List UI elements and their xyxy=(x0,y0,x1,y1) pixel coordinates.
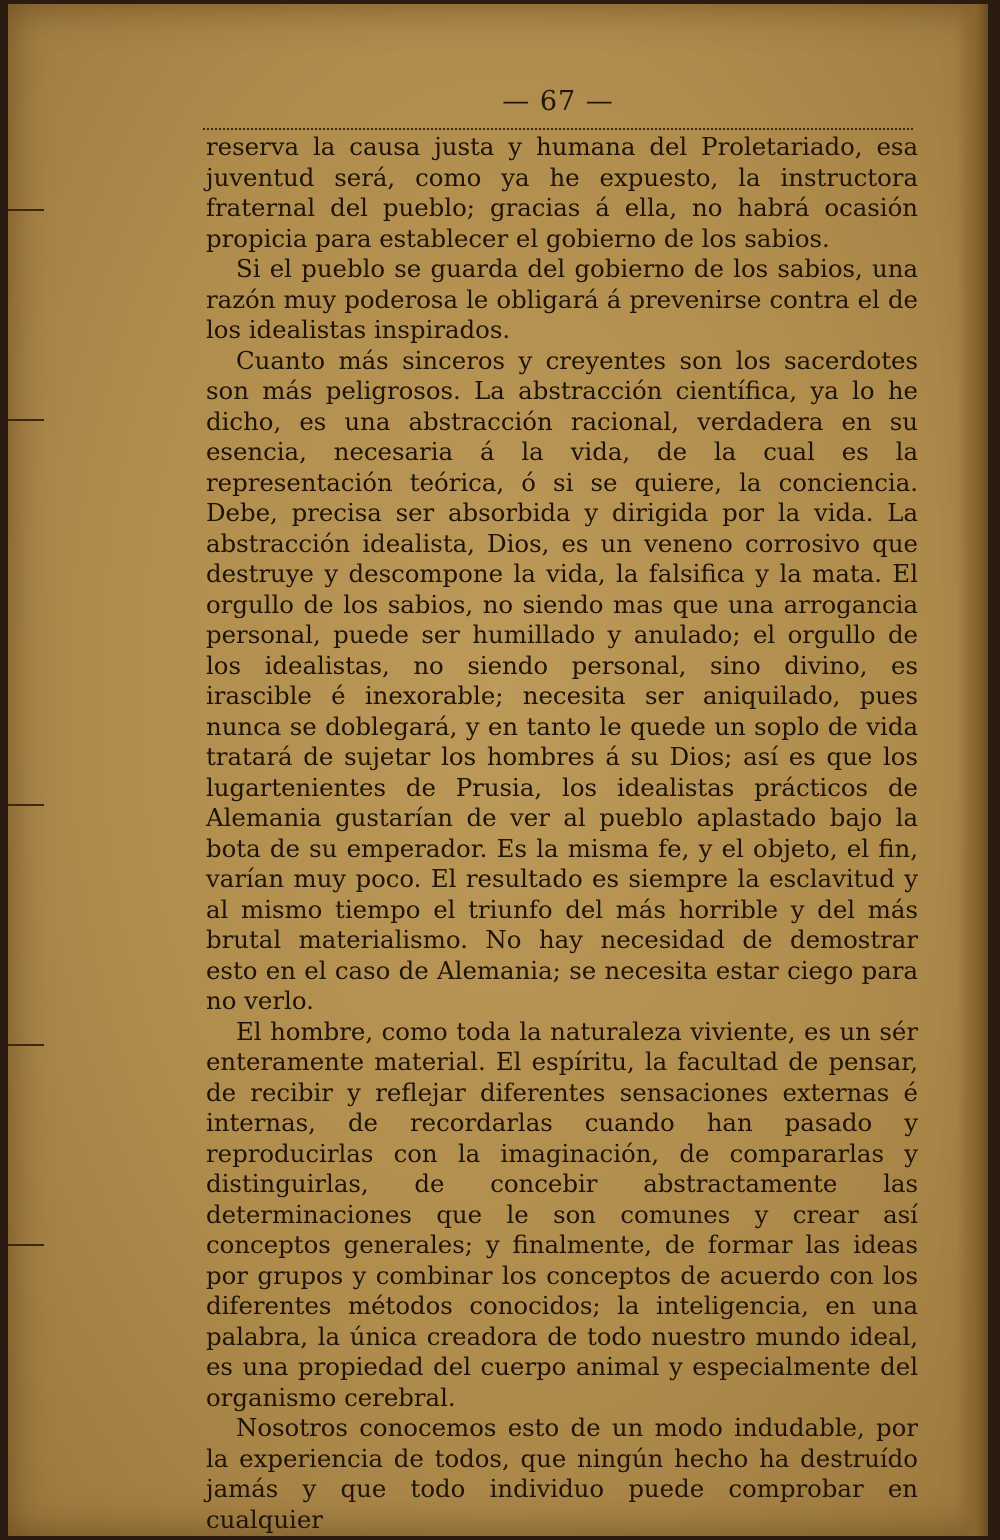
page-number: — 67 — xyxy=(502,86,614,117)
body-text xyxy=(206,132,918,1535)
paragraph: Nosotros conocemos esto de un modo indudable, por la experiencia de todos, que ningún hecho ha destruído jamás y que todo individuo puede comprobar en cualquier xyxy=(206,1413,918,1534)
binding-mark xyxy=(8,1044,44,1046)
paragraph: reserva la causa justa y humana del Proletariado, esa juventud será, como ya he expuesto, la instructora fraternal del pueblo; gracias á ella, no habrá ocasión propicia para establecer el gobierno de los sabios. xyxy=(206,132,918,253)
header-rule xyxy=(203,128,913,130)
binding-mark xyxy=(8,419,44,421)
binding-mark xyxy=(8,209,44,211)
paragraph: Si el pueblo se guarda del gobierno de los sabios, una razón muy poderosa le obligará á prevenirse contra el de los idealistas inspirados. xyxy=(206,254,918,344)
paragraph: Cuanto más sinceros y creyentes son los sacerdotes son más peligrosos. La abstracción científica, ya lo he dicho, es una abstracción racional, verdadera en su esencia, necesaria á la vida, de la cual es la representación teórica, ó si se quiere, la conciencia. Debe, precisa ser absorbida y dirigida por la vida. La abstracción idealista, Dios, es un veneno corrosivo que destruye y descompone la vida, la falsifica y la mata. El orgullo de los sabios, no siendo mas que una arrogancia personal, puede ser humillado y anulado; el orgullo de los idealistas, no siendo personal, sino divino, es irascible é inexorable; necesita ser aniquilado, pues nunca se doblegará, y en tanto le quede un soplo de vida tratará de sujetar los hombres á su Dios; así es que los lugartenientes de Prusia, los idealistas prácticos de Alemania gustarían de ver al pueblo aplastado bajo la bota de su emperador. Es la misma fe, y el objeto, el fin, varían muy poco. El resultado es siempre la esclavitud y al mismo tiempo el triunfo del más horrible y del más brutal materialismo. No hay necesidad de demostrar esto en el caso de Alemania; se necesita estar ciego para no verlo. xyxy=(206,345,918,1015)
book-page xyxy=(8,4,988,1536)
binding-mark xyxy=(8,1244,44,1246)
page-edge-shadow xyxy=(958,4,988,1536)
binding-mark xyxy=(8,804,44,806)
paragraph: El hombre, como toda la naturaleza viviente, es un sér enteramente material. El espíritu, la facultad de pensar, de recibir y reflejar diferentes sensaciones externas é internas, de recordarlas cuando han pasado y reproducirlas con la imaginación, de compararlas y distinguirlas, de concebir abstractamente las determinaciones que le son comunes y crear así conceptos generales; y finalmente, de formar las ideas por grupos y combinar los conceptos de acuerdo con los diferentes métodos conocidos; la inteligencia, en una palabra, la única creadora de todo nuestro mundo ideal, es una propiedad del cuerpo animal y especialmente del organismo cerebral. xyxy=(206,1016,918,1412)
